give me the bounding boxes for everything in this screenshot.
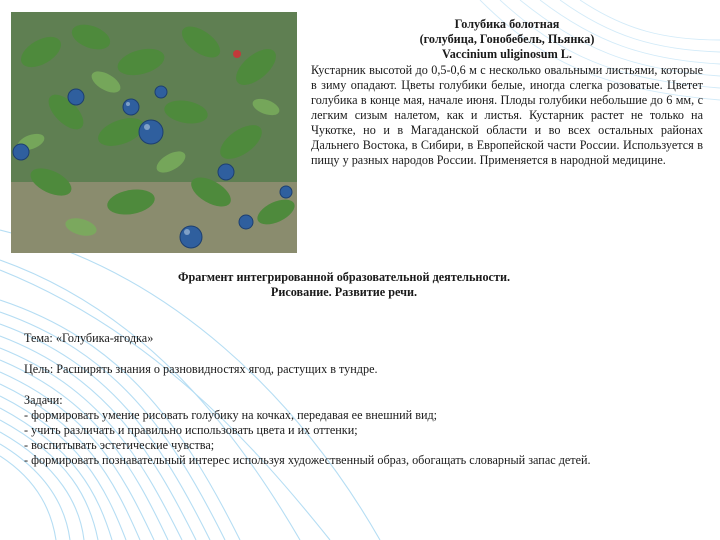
lesson-task-item: - формировать познавательный интерес используя художественный образ, обогащать словарный запас детей. <box>24 453 591 467</box>
lesson-task-item: - воспитывать эстетические чувства; <box>24 438 215 452</box>
lesson-task-item: - учить различать и правильно использовать цвета и их оттенки; <box>24 423 358 437</box>
lesson-plan <box>24 270 714 468</box>
lesson-tasks-label: Задачи: <box>24 393 63 407</box>
species-description-text: Кустарник высотой до 0,5-0,6 м с несколько овальными листьями, которые в зиму опадают. Цветы голубики белые, иногда слегка розоватые. Цветет голубика в конце мая, начале июня. Плоды голубики небольшие до 6 мм, с легким сизым налетом, как и листья. Кустарник растет не только на Чукотке, но и в Магаданской области и во всех остальных районах Дальнего Востока, в Сибири, в Европейской части России. Используется в пищу у разных народов России. Применяется в народной медицине. <box>311 63 703 167</box>
species-latin-name: Vaccinium uliginosum L. <box>442 47 572 61</box>
species-description <box>311 17 703 168</box>
lesson-heading-line1: Фрагмент интегрированной образовательной деятельности. <box>177 270 511 284</box>
species-common-names: (голубица, Гонобебель, Пьянка) <box>419 32 595 46</box>
lesson-goal: Цель: Расширять знания о разновидностях ягод, растущих в тундре. <box>24 362 378 376</box>
blueberry-photo <box>11 12 297 253</box>
lesson-task-item: - формировать умение рисовать голубику на кочках, передавая ее внешний вид; <box>24 408 438 422</box>
lesson-heading-line2: Рисование. Развитие речи. <box>270 285 418 299</box>
lesson-topic: Тема: «Голубика-ягодка» <box>24 331 154 345</box>
species-title: Голубика болотная <box>454 17 560 31</box>
